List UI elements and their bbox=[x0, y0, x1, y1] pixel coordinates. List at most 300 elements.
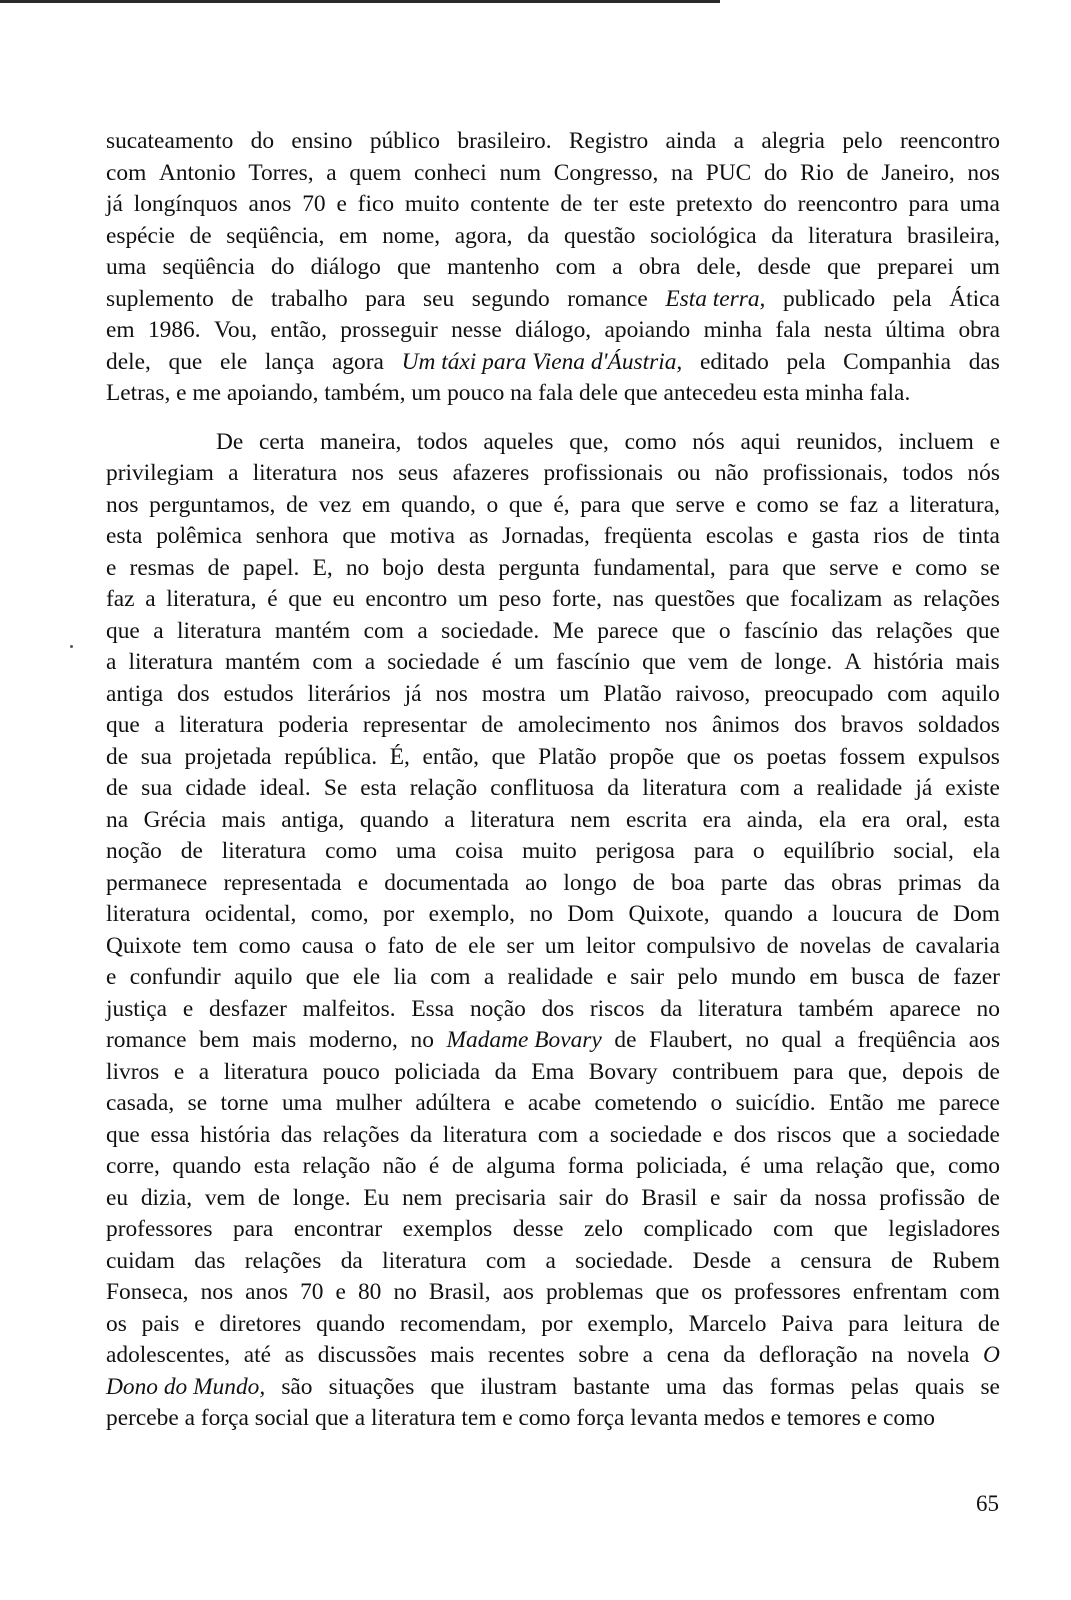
word: sua bbox=[141, 775, 173, 801]
word: é bbox=[428, 1153, 440, 1179]
word: fazer bbox=[953, 964, 1000, 990]
word: literatura bbox=[177, 617, 262, 644]
word: realidade bbox=[507, 964, 594, 990]
word: é, bbox=[553, 491, 570, 518]
word: os bbox=[701, 1279, 723, 1305]
word: que bbox=[491, 743, 526, 770]
text-line bbox=[106, 553, 1000, 585]
word: com bbox=[430, 964, 471, 990]
word: um bbox=[514, 649, 544, 675]
word: é bbox=[491, 649, 502, 675]
word: dos bbox=[733, 1121, 767, 1148]
word: nem bbox=[570, 806, 611, 833]
word: raivoso, bbox=[675, 680, 751, 707]
word: as bbox=[284, 1342, 305, 1368]
word: e bbox=[173, 1058, 185, 1085]
word: aquilo bbox=[941, 680, 1000, 707]
word: parece bbox=[597, 617, 659, 644]
word: por bbox=[383, 901, 415, 927]
text-line bbox=[106, 490, 1000, 522]
word: cavalaria bbox=[915, 932, 1000, 959]
italic-title: Esta terra, bbox=[665, 285, 766, 312]
word: a bbox=[642, 1342, 654, 1368]
word: a bbox=[145, 586, 156, 612]
word: e bbox=[866, 1405, 878, 1431]
word: medos bbox=[703, 1405, 765, 1431]
word: questão bbox=[563, 222, 636, 249]
word: profissão bbox=[879, 1184, 966, 1211]
word: Então bbox=[828, 1090, 884, 1116]
italic-title: Um táxi para Viena d'Áustria, bbox=[401, 348, 683, 375]
word: causa bbox=[301, 932, 354, 959]
word: ele bbox=[468, 932, 496, 959]
word: fascínio bbox=[744, 617, 819, 644]
word: mais bbox=[430, 1342, 475, 1368]
word: das bbox=[783, 869, 815, 896]
word: desta bbox=[437, 554, 486, 581]
word: ou bbox=[677, 460, 701, 486]
word: nos bbox=[664, 712, 698, 738]
word: a bbox=[228, 460, 239, 486]
word: das bbox=[280, 1121, 313, 1148]
word: de bbox=[189, 222, 212, 249]
word: apoiando, bbox=[226, 380, 319, 406]
word: permanece bbox=[106, 869, 208, 896]
word: noção bbox=[106, 838, 162, 864]
word: discussões bbox=[317, 1342, 417, 1368]
word: também bbox=[798, 995, 874, 1022]
word: e bbox=[989, 428, 1000, 455]
word: relação bbox=[815, 1153, 884, 1179]
word: sociedade. bbox=[441, 617, 540, 644]
word: Essa bbox=[411, 995, 455, 1022]
word: esta bbox=[253, 1153, 291, 1179]
word: professores bbox=[106, 1216, 213, 1242]
word: loucura bbox=[832, 901, 903, 927]
word: equilíbrio bbox=[783, 838, 875, 864]
word: ela bbox=[818, 806, 847, 833]
word: Dom bbox=[567, 901, 615, 927]
word: de bbox=[481, 712, 504, 738]
word: todos bbox=[902, 460, 954, 486]
word: e bbox=[787, 523, 798, 549]
word: da bbox=[660, 995, 683, 1022]
word: aos bbox=[968, 1027, 1000, 1053]
word: Ática bbox=[949, 285, 1000, 312]
word: com bbox=[363, 617, 404, 644]
text-line bbox=[106, 1183, 1000, 1215]
word: que bbox=[631, 491, 665, 518]
word: Janeiro, bbox=[881, 159, 955, 186]
word: 70 bbox=[300, 1279, 324, 1305]
word: noção bbox=[469, 995, 526, 1022]
word: da bbox=[607, 775, 630, 801]
word: todos bbox=[417, 428, 468, 455]
word: este bbox=[628, 191, 666, 217]
word: que bbox=[671, 617, 706, 644]
word: pais bbox=[141, 1310, 180, 1337]
word: ânimos bbox=[711, 712, 780, 738]
word: nossa bbox=[814, 1184, 867, 1211]
word: relações bbox=[244, 1247, 322, 1274]
word: eu bbox=[332, 586, 355, 612]
word: e bbox=[106, 554, 117, 581]
word: e bbox=[891, 554, 903, 581]
word: propõe bbox=[609, 743, 675, 770]
text-line bbox=[106, 427, 1000, 459]
word: e bbox=[357, 869, 369, 896]
word: mulher bbox=[335, 1090, 402, 1116]
word: Eu bbox=[363, 1184, 390, 1211]
word: longe. bbox=[774, 649, 833, 675]
word: mais bbox=[955, 649, 1000, 675]
word: brasileira, bbox=[907, 222, 1000, 249]
word: professores bbox=[734, 1279, 841, 1305]
word: que bbox=[623, 380, 658, 406]
word: tinta bbox=[958, 523, 1000, 549]
word: romance bbox=[567, 285, 648, 312]
word: nos bbox=[106, 491, 139, 518]
word: de bbox=[977, 1058, 1000, 1085]
word: das bbox=[194, 1247, 226, 1274]
word: percebe bbox=[106, 1405, 179, 1431]
word: 70 bbox=[302, 191, 326, 217]
word: Bovary bbox=[588, 1058, 658, 1085]
word: do bbox=[605, 1184, 629, 1211]
text-line bbox=[106, 347, 1000, 379]
word: que bbox=[827, 254, 861, 280]
word: reencontro bbox=[899, 128, 1000, 154]
word: de bbox=[231, 285, 254, 312]
word: e bbox=[712, 1121, 724, 1148]
word: um bbox=[559, 680, 590, 707]
word: seqüência, bbox=[226, 222, 325, 249]
word: Registro bbox=[568, 128, 649, 154]
word: literatura bbox=[221, 838, 307, 864]
word: dele, bbox=[106, 348, 151, 375]
text-line bbox=[106, 1025, 1000, 1057]
word: de bbox=[922, 523, 945, 549]
word: rios bbox=[873, 523, 909, 549]
word: bem bbox=[199, 1027, 240, 1053]
word: 1986. bbox=[147, 317, 201, 343]
word: em bbox=[361, 491, 391, 518]
word: legisladores bbox=[888, 1216, 1000, 1242]
word: com bbox=[555, 254, 596, 280]
word: para bbox=[793, 1058, 834, 1085]
word: é bbox=[740, 1153, 751, 1179]
word: nesse bbox=[451, 317, 502, 343]
word: estudos bbox=[223, 680, 294, 707]
word: profissionais, bbox=[762, 460, 889, 486]
word: de bbox=[632, 869, 655, 896]
word: representar bbox=[362, 712, 467, 738]
word: o bbox=[364, 932, 377, 959]
word: quando, bbox=[401, 491, 476, 518]
word: me bbox=[192, 380, 221, 406]
word: Flaubert, bbox=[649, 1027, 733, 1053]
word: relações bbox=[322, 1121, 400, 1148]
word: que, bbox=[569, 428, 609, 455]
word: ao bbox=[525, 869, 548, 896]
word: eu bbox=[106, 1184, 129, 1211]
word: Me bbox=[552, 617, 584, 644]
word: a bbox=[444, 806, 455, 833]
word: bastante bbox=[573, 1373, 650, 1400]
word: que bbox=[305, 964, 340, 990]
word: na bbox=[510, 380, 533, 406]
word: pretexto bbox=[675, 191, 753, 217]
word: temores bbox=[786, 1405, 861, 1431]
word: que bbox=[342, 523, 377, 549]
word: sair bbox=[733, 1184, 767, 1211]
word: que bbox=[745, 586, 780, 612]
word: ele bbox=[352, 964, 381, 990]
word: social bbox=[254, 1405, 310, 1431]
word: ser bbox=[506, 932, 534, 959]
word: fato bbox=[387, 932, 424, 959]
word: serve bbox=[829, 554, 879, 581]
word: história bbox=[873, 649, 944, 675]
page-number: 65 bbox=[976, 1491, 999, 1516]
word: oral, bbox=[905, 806, 949, 833]
word: alguma bbox=[486, 1153, 556, 1179]
word: que, bbox=[895, 1153, 936, 1179]
word: senhora bbox=[255, 523, 329, 549]
word: papel. bbox=[242, 554, 300, 581]
word: o bbox=[710, 1090, 723, 1116]
word: que bbox=[966, 617, 1000, 644]
word: para bbox=[580, 491, 621, 518]
word: novelas bbox=[799, 932, 872, 959]
word: freqüência bbox=[857, 1027, 957, 1053]
word: novela bbox=[907, 1342, 970, 1368]
word: Torres, bbox=[248, 159, 314, 186]
word: literatura bbox=[179, 712, 264, 738]
word: esta bbox=[963, 806, 1000, 833]
word: longe. bbox=[292, 1184, 351, 1211]
word: Rubem bbox=[932, 1247, 1000, 1274]
word: espécie bbox=[106, 222, 175, 249]
word: soldados bbox=[918, 712, 1000, 738]
word: com bbox=[959, 1279, 1000, 1305]
word: preocupado bbox=[764, 680, 874, 707]
word: que bbox=[655, 1279, 690, 1305]
word: seqüência bbox=[162, 254, 255, 280]
word: esta bbox=[106, 523, 143, 549]
word: mais bbox=[221, 806, 266, 833]
word: mostra bbox=[481, 680, 546, 707]
text-line bbox=[106, 221, 1000, 253]
word: casada, bbox=[106, 1090, 175, 1116]
word: moderno, bbox=[308, 1027, 398, 1053]
word: essa bbox=[150, 1121, 190, 1148]
word: ele bbox=[219, 348, 248, 375]
word: no bbox=[345, 554, 370, 581]
word: a bbox=[364, 649, 376, 675]
word: força bbox=[200, 1405, 249, 1431]
word: que bbox=[106, 617, 140, 644]
word: agora, bbox=[454, 222, 513, 249]
word: uma bbox=[959, 191, 1000, 217]
word: diálogo bbox=[310, 254, 381, 280]
word: Platão bbox=[538, 743, 597, 770]
word: da bbox=[340, 1247, 363, 1274]
word: de bbox=[106, 743, 129, 770]
word: representada bbox=[223, 869, 342, 896]
word: trabalho bbox=[271, 285, 348, 312]
word: a bbox=[417, 617, 428, 644]
word: literatura bbox=[808, 222, 893, 249]
word: leitor bbox=[585, 932, 636, 959]
word: era bbox=[702, 806, 732, 833]
word: então, bbox=[422, 743, 480, 770]
word: e bbox=[606, 964, 617, 990]
word: sociológica bbox=[650, 222, 757, 249]
word: aquilo bbox=[233, 964, 293, 990]
word: para bbox=[728, 554, 770, 581]
word: justiça bbox=[106, 995, 168, 1022]
word: a bbox=[106, 649, 117, 675]
word: anos bbox=[245, 1279, 289, 1305]
word: pela bbox=[892, 285, 932, 312]
word: problemas bbox=[545, 1279, 644, 1305]
word: Paiva bbox=[781, 1310, 834, 1337]
word: na bbox=[106, 806, 129, 833]
text-line bbox=[106, 1309, 1000, 1341]
paragraph bbox=[106, 126, 1000, 410]
word: cidade bbox=[185, 775, 247, 801]
word: no bbox=[410, 1027, 434, 1053]
text-line bbox=[106, 1057, 1000, 1089]
word: ocidental, bbox=[204, 901, 297, 927]
word: com bbox=[312, 649, 353, 675]
page-body-text bbox=[106, 126, 1000, 1435]
word: de bbox=[451, 1153, 474, 1179]
word: pelo bbox=[842, 128, 883, 154]
word: policiada, bbox=[636, 1153, 728, 1179]
text-line bbox=[106, 962, 1000, 994]
word: um bbox=[457, 586, 488, 612]
word: antecedeu bbox=[663, 380, 757, 406]
word: literatura bbox=[442, 1121, 528, 1148]
word: suicídio. bbox=[735, 1090, 816, 1116]
word: focalizam bbox=[790, 586, 883, 612]
word: a bbox=[770, 1247, 781, 1274]
word: pouco bbox=[322, 1058, 380, 1085]
word: obras bbox=[831, 869, 882, 896]
word: como bbox=[325, 838, 378, 864]
word: que bbox=[508, 491, 543, 518]
text-line bbox=[106, 1403, 1000, 1435]
word: no bbox=[393, 1279, 417, 1305]
word: projetada bbox=[184, 743, 272, 770]
text-line bbox=[106, 252, 1000, 284]
word: dos bbox=[794, 712, 827, 738]
text-line bbox=[106, 647, 1000, 679]
word: encontro bbox=[365, 586, 448, 612]
word: de bbox=[207, 554, 230, 581]
text-line bbox=[106, 710, 1000, 742]
word: um bbox=[544, 932, 575, 959]
word: Platão bbox=[603, 680, 662, 707]
word: mais bbox=[252, 1027, 297, 1053]
word: malfeitos. bbox=[302, 995, 396, 1022]
word: Antonio bbox=[158, 159, 236, 186]
text-line bbox=[106, 584, 1000, 616]
word: por bbox=[541, 1310, 573, 1337]
word: na bbox=[671, 159, 694, 186]
text-line bbox=[106, 1120, 1000, 1152]
word: um bbox=[411, 380, 442, 406]
word: afazeres bbox=[452, 460, 530, 486]
word: literatura bbox=[252, 460, 338, 486]
word: literatura bbox=[223, 1058, 309, 1085]
word: com bbox=[887, 680, 928, 707]
word: A bbox=[844, 649, 862, 675]
word: na bbox=[871, 1342, 894, 1368]
word: de bbox=[560, 191, 583, 217]
word: acabe bbox=[527, 1090, 582, 1116]
word: a bbox=[588, 1121, 600, 1148]
word: relação bbox=[302, 1153, 371, 1179]
word: não bbox=[714, 460, 749, 486]
word: e bbox=[735, 491, 746, 518]
word: as bbox=[468, 523, 489, 549]
word: ainda, bbox=[746, 806, 804, 833]
word: Fonseca, bbox=[106, 1279, 189, 1305]
word: relações bbox=[923, 586, 1000, 612]
word: prosseguir bbox=[340, 317, 438, 343]
word: que bbox=[782, 554, 817, 581]
word: que bbox=[168, 348, 203, 375]
word: de bbox=[435, 932, 458, 959]
text-line bbox=[106, 521, 1000, 553]
word: da bbox=[771, 222, 794, 249]
word: fascínio bbox=[555, 649, 631, 675]
word: esta bbox=[762, 380, 800, 406]
word: leitura bbox=[903, 1310, 963, 1337]
word: ainda bbox=[665, 128, 717, 154]
word: poderia bbox=[278, 712, 349, 738]
word: era bbox=[861, 806, 891, 833]
text-line bbox=[106, 805, 1000, 837]
word: escrita bbox=[626, 806, 688, 833]
paragraph bbox=[106, 427, 1000, 1435]
word: desfazer bbox=[208, 995, 287, 1022]
word: questões bbox=[654, 586, 736, 612]
word: de bbox=[286, 491, 309, 518]
word: fala bbox=[538, 380, 574, 406]
text-line bbox=[106, 1277, 1000, 1309]
word: a bbox=[886, 1121, 897, 1148]
word: busca bbox=[851, 964, 905, 990]
word: exemplo, bbox=[587, 1310, 674, 1337]
word: É, bbox=[389, 743, 410, 770]
word: desse bbox=[512, 1216, 564, 1242]
word: história bbox=[200, 1121, 271, 1148]
text-line bbox=[106, 189, 1000, 221]
word: certa bbox=[258, 428, 305, 455]
word: ela bbox=[972, 838, 1000, 864]
text-line bbox=[106, 315, 1000, 347]
word: muito bbox=[522, 838, 577, 864]
word: corre, bbox=[106, 1153, 160, 1179]
word: diálogo, bbox=[515, 317, 592, 343]
word: para bbox=[693, 838, 735, 864]
word: dele bbox=[579, 380, 618, 406]
word: com bbox=[773, 1216, 814, 1242]
